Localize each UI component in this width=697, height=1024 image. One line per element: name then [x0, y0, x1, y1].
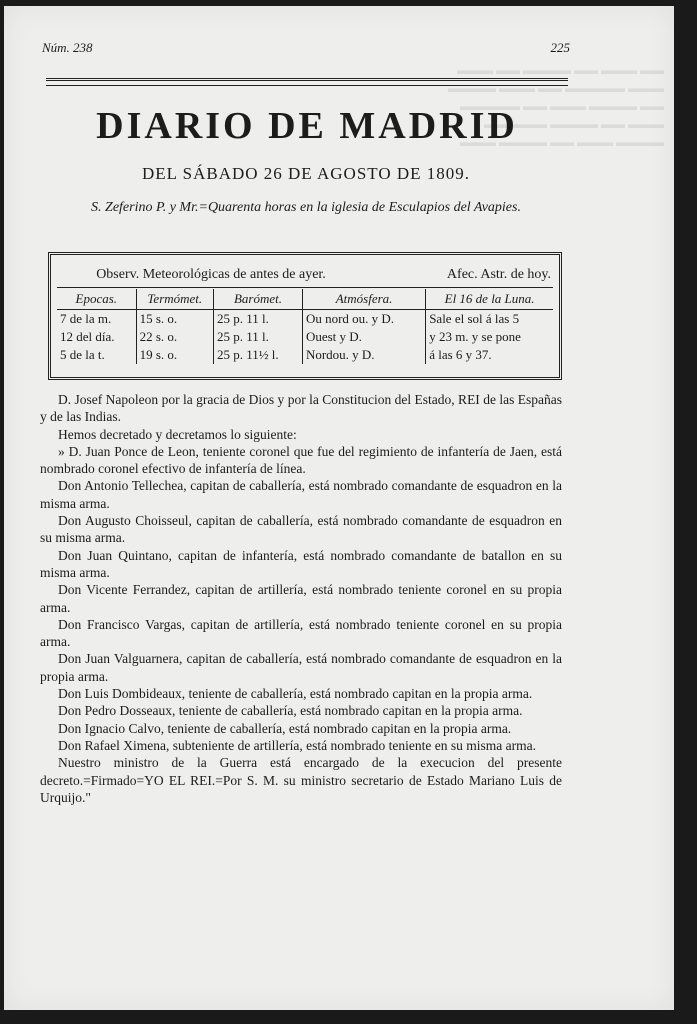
dateline: DEL SÁBADO 26 DE AGOSTO DE 1809.	[141, 164, 471, 183]
decree-paragraph: Don Juan Valguarnera, capitan de caballería, está nombrado comandante de esquadron en la propia arma.	[40, 651, 562, 684]
decree-paragraph: Don Pedro Dosseaux, teniente de caballería, está nombrado capitan en la propia arma.	[58, 703, 523, 719]
cell-epoca: 7 de la m.	[57, 310, 136, 329]
bleed-through-texture: ▬▬ ▬▬▬ ▬▬ ▬▬▬▬ ▬▬ ▬▬▬ ▬▬▬ ▬▬▬▬▬ ▬▬ ▬▬▬ ▬▬▬▬ ▬▬ ▬▬▬▬ ▬▬▬ ▬▬ ▬▬▬▬▬ ▬▬▬ ▬▬ ▬▬▬▬ ▬▬▬ ▬▬ ▬▬▬▬ ▬▬▬ ▬▬ ▬▬▬▬ ▬▬▬	[448, 63, 664, 149]
meteo-divider	[57, 287, 553, 288]
decree-paragraph: Don Augusto Choisseul, capitan de caballería, está nombrado comandante de esquadron en su misma arma.	[40, 513, 562, 546]
cell-termometro: 19 s. o.	[136, 346, 213, 364]
cell-luna: á las 6 y 37.	[429, 347, 492, 362]
cell-barometro: 25 p. 11½ l.	[214, 346, 303, 364]
cell-epoca: 12 del día.	[57, 328, 136, 346]
col-header-luna: El 16 de la Luna.	[426, 289, 553, 310]
cell-barometro: 25 p. 11 l.	[214, 310, 303, 329]
decree-preamble: D. Josef Napoleon por la gracia de Dios y por la Constitucion del Estado, REI de las Españas y de las Indias.	[40, 392, 562, 425]
decree-paragraph: Don Juan Quintano, capitan de infantería, está nombrado comandante de batallon en su misma arma.	[40, 547, 562, 580]
decree-paragraph: » D. Juan Ponce de Leon, teniente coronel que fue del regimiento de infantería de Jaen, está nombrado coronel efectivo de infantería de línea.	[40, 443, 562, 477]
cell-barometro: 25 p. 11 l.	[214, 328, 303, 346]
decree-paragraph: Don Antonio Tellechea, capitan de caballería, está nombrado comandante de esquadron en la misma arma.	[40, 478, 562, 511]
cell-epoca: 5 de la t.	[57, 346, 136, 364]
decree-paragraph: Don Vicente Ferrandez, capitan de artillería, está nombrado teniente coronel en su propia arma.	[40, 582, 562, 615]
newspaper-page	[4, 6, 674, 1010]
cell-atmosfera: Ou nord ou. y D.	[302, 310, 425, 329]
decree-paragraph: Don Francisco Vargas, capitan de artillería, está nombrado teniente coronel en su propia arma.	[40, 616, 562, 650]
cell-atmosfera: Nordou. y D.	[302, 346, 425, 364]
cell-luna: Sale el sol á las 5	[429, 311, 520, 326]
astro-caption: Afec. Astr. de hoy.	[446, 267, 551, 282]
masthead-title: DIARIO DE MADRID	[96, 105, 518, 147]
header-rule	[46, 78, 568, 86]
table-row	[57, 310, 553, 329]
decree-body	[40, 391, 562, 806]
decree-paragraph: Don Rafael Ximena, subteniente de artillería, está nombrado teniente en su misma arma.	[58, 737, 536, 753]
col-header-termometro: Termómet.	[136, 289, 213, 310]
decree-signature: Nuestro ministro de la Guerra está encargado de la execucion del presente decreto.=Firmado=YO EL REI.=Por S. M. su ministro secretario de Estado Mariano Luis de Urquijo."	[40, 755, 562, 805]
table-row	[57, 346, 553, 364]
cell-termometro: 22 s. o.	[136, 328, 213, 346]
cell-atmosfera: Ouest y D.	[302, 328, 425, 346]
decree-paragraph: Don Luis Dombideaux, teniente de caballería, está nombrado capitan en la propia arma.	[58, 686, 533, 702]
page-number: 225	[550, 40, 570, 55]
col-header-barometro: Barómet.	[214, 289, 303, 310]
saints-of-day: S. Zeferino P. y Mr.=Quarenta horas en la iglesia de Esculapios del Avapies.	[91, 200, 521, 215]
meteorological-table	[48, 252, 562, 380]
table-row	[57, 328, 553, 346]
col-header-epocas: Epocas.	[57, 289, 136, 310]
issue-number: Núm. 238	[42, 40, 93, 55]
cell-luna: y 23 m. y se pone	[429, 329, 521, 344]
meteo-grid	[57, 289, 553, 364]
cell-termometro: 15 s. o.	[136, 310, 213, 329]
col-header-atmosfera: Atmósfera.	[302, 289, 425, 310]
decree-paragraph: Hemos decretado y decretamos lo siguiente:	[58, 426, 297, 442]
meteo-caption: Observ. Meteorológicas de antes de ayer.	[96, 267, 326, 282]
decree-paragraph: Don Ignacio Calvo, teniente de caballería, está nombrado capitan en la propia arma.	[58, 720, 512, 736]
